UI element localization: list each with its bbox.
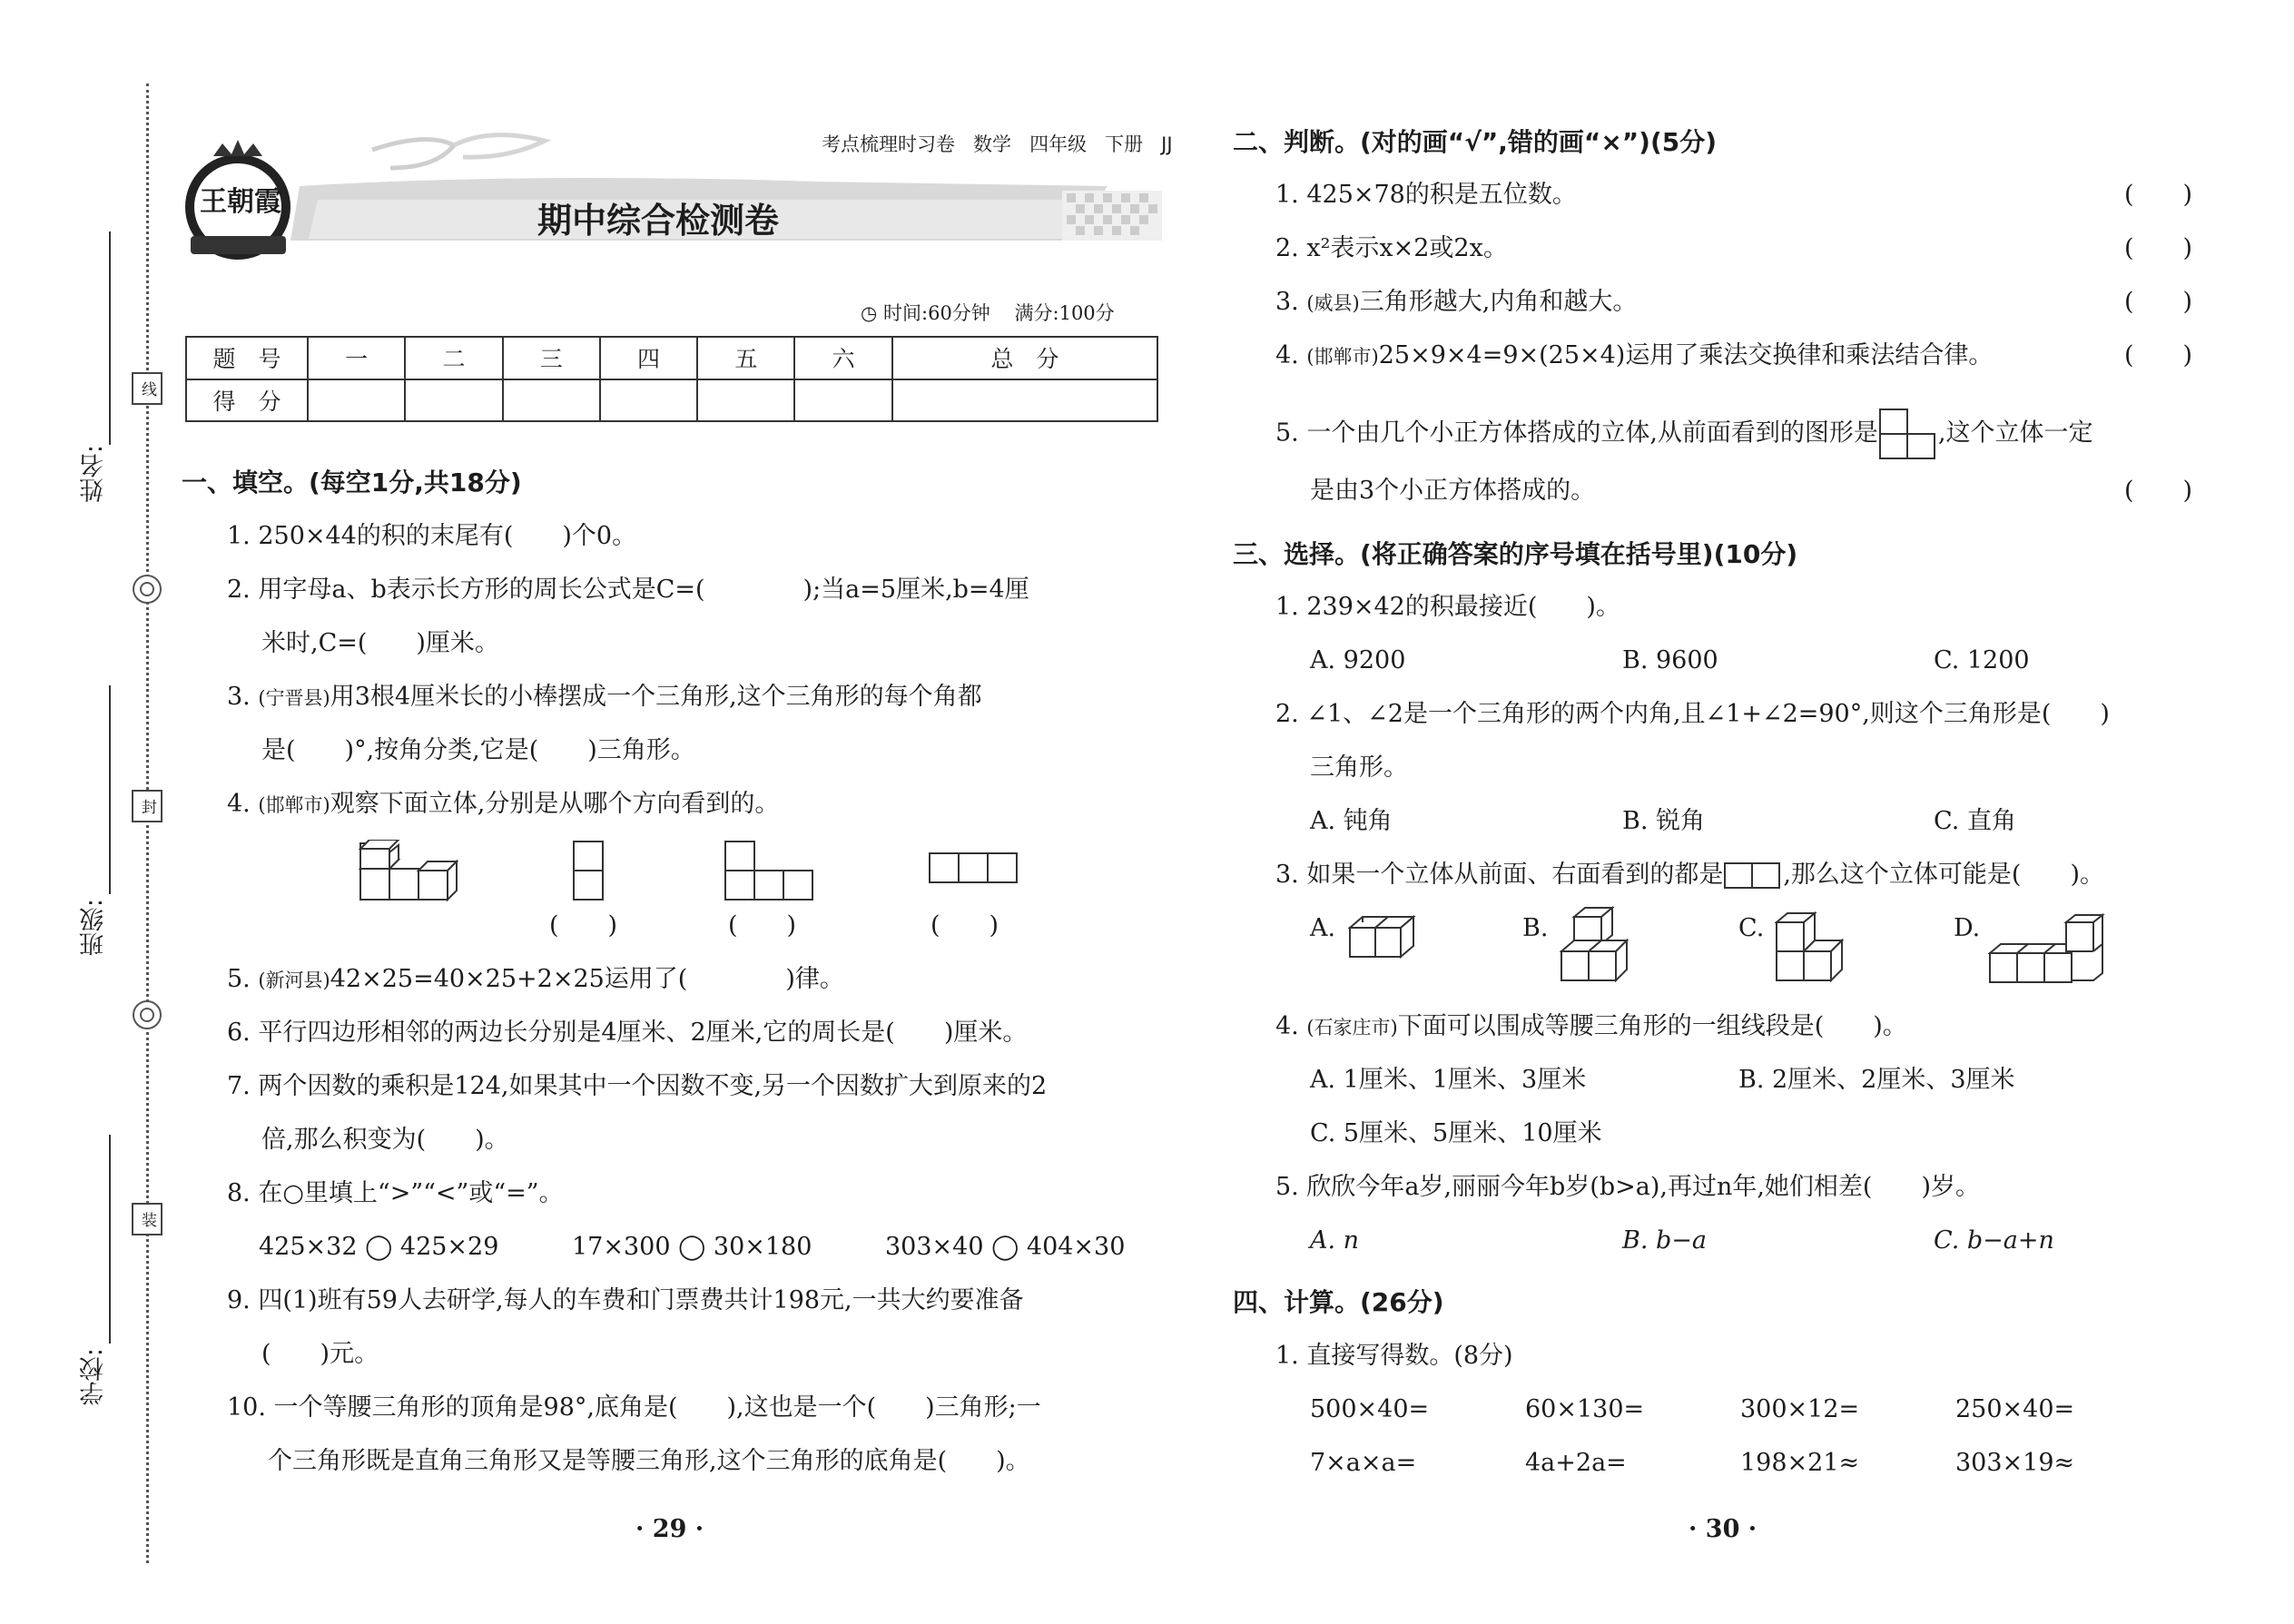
page-number-right: · 30 · xyxy=(1689,1515,1757,1543)
score-input-cell[interactable] xyxy=(503,379,600,422)
score-table-cell: 二 xyxy=(405,337,502,379)
answer-blank[interactable]: ( ) xyxy=(549,911,618,940)
s2-q5-line2: 是由3个小正方体搭成的。 xyxy=(1310,477,1596,505)
calc-item: 4a+2a= xyxy=(1525,1449,1627,1477)
s3-q2-line1: 2. ∠1、∠2是一个三角形的两个内角,且∠1+∠2=90°,则这个三角形是( ) xyxy=(1275,700,2110,728)
option: B. 2厘米、2厘米、3厘米 xyxy=(1738,1066,2015,1094)
option: A. n xyxy=(1310,1226,1360,1255)
seal-bind-char: 装 xyxy=(132,1203,162,1235)
page-number-left: · 29 · xyxy=(635,1515,704,1543)
subject-name: 数学 xyxy=(973,133,1012,155)
s1-q8: 8. 在○里填上“>”“<”或“=”。 xyxy=(227,1179,564,1207)
s1-q4: 4. (邯郸市)观察下面立体,分别是从哪个方向看到的。 xyxy=(227,790,780,818)
s4-q1: 1. 直接写得数。(8分) xyxy=(1275,1342,1513,1370)
s3-q2-line2: 三角形。 xyxy=(1310,753,1408,782)
question-text: 三角形越大,内角和越大。 xyxy=(1359,288,1638,316)
view-figure-row-3 xyxy=(928,851,1020,888)
score-table-cell: 三 xyxy=(503,337,600,379)
s3-q4: 4. (石家庄市)下面可以围成等腰三角形的一组线段是( )。 xyxy=(1275,1012,1907,1040)
school-label: 学校: xyxy=(80,1348,108,1406)
grade-name: 四年级 xyxy=(1029,133,1088,155)
s2-q5-line1 xyxy=(1275,408,2093,460)
s2-q3: 3. (威县)三角形越大,内角和越大。 xyxy=(1275,288,1638,316)
brand-logo xyxy=(182,136,300,263)
option: C. 5厘米、5厘米、10厘米 xyxy=(1310,1119,1602,1147)
question-text: 用3根4厘米长的小棒摆成一个三角形,这个三角形的每个角都 xyxy=(330,683,982,711)
option: B. b−a xyxy=(1622,1226,1708,1255)
score-table xyxy=(185,336,1158,422)
view-figure-l-shape xyxy=(724,840,823,903)
s1-q7-line1: 7. 两个因数的乘积是124,如果其中一个因数不变,另一个因数扩大到原来的2 xyxy=(227,1072,1048,1100)
solid-option-b xyxy=(1560,904,1646,986)
s1-q9-line1: 9. 四(1)班有59人去研学,每人的车费和门票费共计198元,一共大约要准备 xyxy=(227,1286,1024,1314)
s1-q1: 1. 250×44的积的末尾有( )个0。 xyxy=(227,522,637,550)
option: B. 9600 xyxy=(1622,646,1718,674)
seal-line-char: 线 xyxy=(132,372,162,405)
score-table-cell: 总 分 xyxy=(892,337,1157,379)
region-tag: (邯郸市) xyxy=(1306,346,1379,368)
compare-item: 425×32 ◯ 425×29 xyxy=(259,1233,499,1261)
s1-q6: 6. 平行四边形相邻的两边长分别是4厘米、2厘米,它的周长是( )厘米。 xyxy=(227,1019,1028,1047)
score-table-cell: 一 xyxy=(308,337,405,379)
calc-item: 60×130= xyxy=(1525,1395,1645,1423)
seal-seal-char: 封 xyxy=(132,790,162,822)
volume-name: 下册 xyxy=(1105,133,1144,155)
judge-blank[interactable]: ( ) xyxy=(2124,181,2193,209)
s1-q2-line2: 米时,C=( )厘米。 xyxy=(261,629,499,657)
region-tag: (石家庄市) xyxy=(1306,1017,1398,1038)
view-figure-l-small xyxy=(1878,408,1938,460)
s2-q4: 4. (邯郸市)25×9×4=9×(25×4)运用了乘法交换律和乘法结合律。 xyxy=(1275,341,1994,369)
s3-q3 xyxy=(1275,860,2104,891)
compare-item: 17×300 ◯ 30×180 xyxy=(572,1233,812,1261)
clock-icon: ◷ xyxy=(861,302,878,324)
edition-name: JJ xyxy=(1161,133,1173,155)
s3-q5: 5. 欣欣今年a岁,丽丽今年b岁(b>a),再过n年,她们相差( )岁。 xyxy=(1275,1173,1980,1201)
s2-q1: 1. 425×78的积是五位数。 xyxy=(1275,181,1577,209)
question-text: ,这个立体一定 xyxy=(1937,418,2093,448)
score-input-cell[interactable] xyxy=(697,379,794,422)
score-label: 满分:100分 xyxy=(1014,302,1115,324)
time-label: 时间:60分钟 xyxy=(883,302,990,324)
option: A. 9200 xyxy=(1310,646,1406,674)
view-figure-vertical-2 xyxy=(572,840,608,903)
score-table-header-row xyxy=(186,337,1157,379)
option: B. xyxy=(1522,914,1549,942)
answer-blank[interactable]: ( ) xyxy=(930,911,999,940)
score-table-score-row xyxy=(186,379,1157,422)
option: A. xyxy=(1310,914,1336,942)
question-text: 观察下面立体,分别是从哪个方向看到的。 xyxy=(330,790,780,818)
calc-item: 300×12= xyxy=(1740,1395,1860,1423)
s2-q2: 2. x²表示x×2或2x。 xyxy=(1275,234,1508,262)
option: C. 直角 xyxy=(1934,807,2016,835)
s1-q5: 5. (新河县)42×25=40×25+2×25运用了( )律。 xyxy=(227,965,844,993)
option: C. b−a+n xyxy=(1934,1226,2054,1255)
binding-dotted-line xyxy=(146,84,149,1563)
question-text: 42×25=40×25+2×25运用了( )律。 xyxy=(330,965,844,993)
name-label: 姓名: xyxy=(80,445,108,503)
name-write-line[interactable] xyxy=(109,231,111,445)
question-text: 3. 如果一个立体从前面、右面看到的都是 xyxy=(1275,861,1724,889)
calc-item: 7×a×a= xyxy=(1310,1449,1417,1477)
s3-q1: 1. 239×42的积最接近( )。 xyxy=(1275,593,1620,621)
calc-item: 500×40= xyxy=(1310,1395,1430,1423)
option: C. 1200 xyxy=(1934,646,2030,674)
solid-option-c xyxy=(1775,904,1861,986)
question-text: 5. 一个由几个小正方体搭成的立体,从前面看到的图形是 xyxy=(1275,418,1878,448)
question-text: ,那么这个立体可能是( )。 xyxy=(1783,861,2104,889)
option: C. xyxy=(1738,914,1765,942)
score-input-cell[interactable] xyxy=(794,379,891,422)
s1-q3-line1: 3. (宁晋县)用3根4厘米长的小棒摆成一个三角形,这个三角形的每个角都 xyxy=(227,683,982,711)
compare-item: 303×40 ◯ 404×30 xyxy=(885,1233,1126,1261)
score-table-cell: 五 xyxy=(697,337,794,379)
solid-option-d xyxy=(1988,908,2111,989)
school-write-line[interactable] xyxy=(109,1135,111,1343)
region-tag: (威县) xyxy=(1306,292,1360,314)
score-input-cell[interactable] xyxy=(600,379,697,422)
binding-knot-icon xyxy=(133,1000,162,1029)
score-table-cell: 题 号 xyxy=(186,337,308,379)
view-figure-row-2 xyxy=(1723,861,1783,891)
s1-q2-line1: 2. 用字母a、b表示长方形的周长公式是C=( );当a=5厘米,b=4厘 xyxy=(227,576,1029,604)
score-table-cell: 四 xyxy=(600,337,697,379)
option: D. xyxy=(1954,914,1981,942)
region-tag: (邯郸市) xyxy=(258,794,330,816)
answer-blank[interactable]: ( ) xyxy=(728,911,797,940)
score-input-cell[interactable] xyxy=(308,379,405,422)
header-meta xyxy=(822,129,1173,160)
score-input-cell[interactable] xyxy=(405,379,502,422)
s1-q3-line2: 是( )°,按角分类,它是( )三角形。 xyxy=(261,736,695,764)
score-table-cell: 得 分 xyxy=(186,379,308,422)
s1-q10-line1: 10. 一个等腰三角形的顶角是98°,底角是( ),这也是一个( )三角形;一 xyxy=(227,1393,1041,1422)
section3-title: 三、选择。(将正确答案的序号填在括号里)(10分) xyxy=(1233,539,1798,569)
class-label: 班级: xyxy=(80,899,108,957)
option: A. 钝角 xyxy=(1310,807,1393,835)
logo-text: 王朝霞 xyxy=(200,186,281,218)
region-tag: (宁晋县) xyxy=(258,687,330,709)
score-table-cell: 六 xyxy=(794,337,891,379)
judge-blank[interactable]: ( ) xyxy=(2124,341,2193,369)
calc-item: 250×40= xyxy=(1955,1395,2075,1423)
judge-blank[interactable]: ( ) xyxy=(2124,234,2193,262)
exam-info xyxy=(861,298,1115,329)
region-tag: (新河县) xyxy=(258,969,330,991)
page-title: 期中综合检测卷 xyxy=(537,201,780,241)
series-name: 考点梳理时习卷 xyxy=(822,133,955,155)
option: B. 锐角 xyxy=(1622,807,1706,835)
section1-title: 一、填空。(每空1分,共18分) xyxy=(182,468,522,497)
binding-knot-icon xyxy=(133,575,162,604)
calc-item: 198×21≈ xyxy=(1740,1449,1860,1477)
solid-option-a xyxy=(1348,910,1430,964)
class-write-line[interactable] xyxy=(109,685,111,894)
question-text: 下面可以围成等腰三角形的一组线段是( )。 xyxy=(1397,1012,1907,1040)
section2-title: 二、判断。(对的画“√”,错的画“×”)(5分) xyxy=(1233,127,1718,157)
s1-q9-line2: ( )元。 xyxy=(261,1340,379,1368)
judge-blank[interactable]: ( ) xyxy=(2124,288,2193,316)
question-text: 25×9×4=9×(25×4)运用了乘法交换律和乘法结合律。 xyxy=(1378,341,1994,369)
s1-q7-line2: 倍,那么积变为( )。 xyxy=(261,1126,509,1154)
calc-item: 303×19≈ xyxy=(1955,1449,2075,1477)
option: A. 1厘米、1厘米、3厘米 xyxy=(1310,1066,1587,1094)
score-input-cell[interactable] xyxy=(892,379,1157,422)
cube-solid-figure xyxy=(359,840,468,903)
judge-blank[interactable]: ( ) xyxy=(2124,477,2193,505)
section4-title: 四、计算。(26分) xyxy=(1233,1287,1444,1317)
s1-q10-line2: 个三角形既是直角三角形又是等腰三角形,这个三角形的底角是( )。 xyxy=(268,1447,1030,1475)
